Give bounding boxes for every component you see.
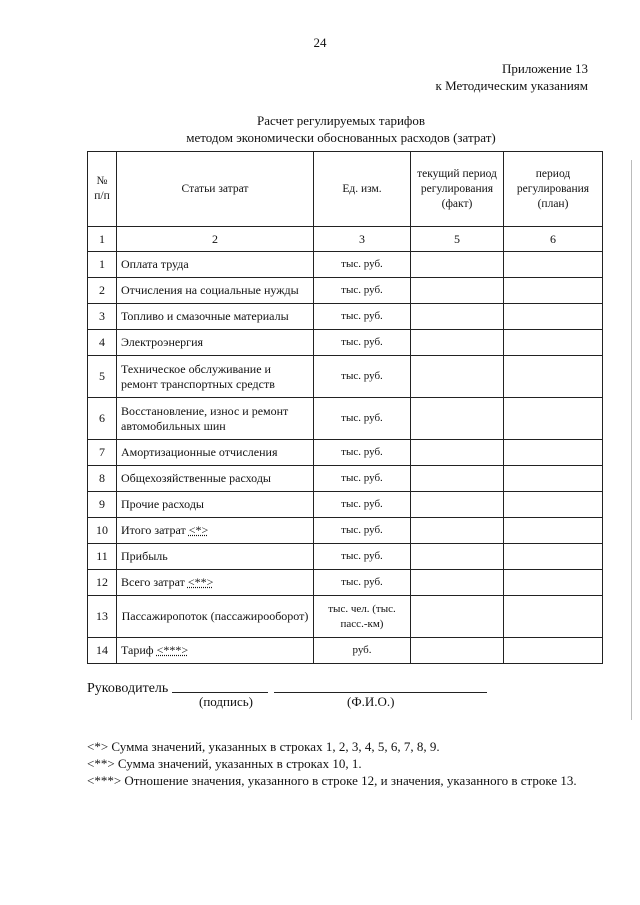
row-number: 7	[88, 440, 117, 466]
cost-item-label: Всего затрат	[121, 575, 185, 589]
header-plan-period: период регулирования (план)	[504, 152, 603, 227]
column-index: 5	[411, 227, 504, 252]
table-row	[88, 596, 603, 638]
plan-value-cell[interactable]	[504, 544, 603, 570]
signature-line[interactable]	[172, 692, 268, 693]
column-index-row	[88, 227, 603, 252]
footnote-1: <*> Сумма значений, указанных в строках 1, 2, 3, 4, 5, 6, 7, 8, 9.	[87, 739, 440, 754]
current-value-cell[interactable]	[411, 544, 504, 570]
unit-cell: тыс. руб.	[314, 440, 411, 466]
plan-value-cell[interactable]	[504, 492, 603, 518]
row-number: 4	[88, 330, 117, 356]
plan-value-cell[interactable]	[504, 278, 603, 304]
cost-item: Отчисления на социальные нужды	[117, 278, 314, 304]
cost-item: Прочие расходы	[117, 492, 314, 518]
unit-cell: тыс. руб.	[314, 278, 411, 304]
unit-cell: тыс. руб.	[314, 466, 411, 492]
footnote-ref: <***>	[156, 643, 189, 657]
plan-value-cell[interactable]	[504, 304, 603, 330]
current-value-cell[interactable]	[411, 304, 504, 330]
footnote-2: <**> Сумма значений, указанных в строках 10, 1.	[87, 756, 362, 771]
current-value-cell[interactable]	[411, 252, 504, 278]
current-value-cell[interactable]	[411, 356, 504, 398]
document-title	[0, 112, 640, 146]
plan-value-cell[interactable]	[504, 638, 603, 664]
row-number: 6	[88, 398, 117, 440]
table-row	[88, 466, 603, 492]
row-number: 9	[88, 492, 117, 518]
appendix-line-1: Приложение 13	[501, 61, 588, 76]
appendix-line-2: к Методическим указаниям	[435, 78, 588, 93]
signature-caption: (подпись)	[199, 694, 253, 709]
signature-label: Руководитель	[87, 681, 169, 696]
table-row	[88, 252, 603, 278]
row-number: 10	[88, 518, 117, 544]
row-number: 1	[88, 252, 117, 278]
current-value-cell[interactable]	[411, 466, 504, 492]
scan-page-edge	[631, 160, 632, 720]
footnote-ref: <**>	[187, 575, 214, 589]
cost-item: Восстановление, износ и ремонт автомобильных шин	[117, 398, 314, 440]
current-value-cell[interactable]	[411, 398, 504, 440]
cost-item: Пассажиропоток (пассажирооборот)	[117, 596, 314, 638]
plan-value-cell[interactable]	[504, 440, 603, 466]
unit-cell: тыс. руб.	[314, 518, 411, 544]
row-number: 13	[88, 596, 117, 638]
column-index: 3	[314, 227, 411, 252]
header-current-period: текущий период регулирования (факт)	[411, 152, 504, 227]
unit-cell: тыс. руб.	[314, 356, 411, 398]
footnote-ref: <*>	[188, 523, 209, 537]
current-value-cell[interactable]	[411, 278, 504, 304]
current-value-cell[interactable]	[411, 492, 504, 518]
current-value-cell[interactable]	[411, 440, 504, 466]
full-name-line[interactable]	[274, 692, 487, 693]
unit-cell: тыс. руб.	[314, 398, 411, 440]
title-line-1: Расчет регулируемых тарифов	[257, 113, 425, 128]
unit-cell: тыс. руб.	[314, 304, 411, 330]
column-index: 6	[504, 227, 603, 252]
appendix-note	[436, 60, 589, 94]
tariff-calculation-table	[87, 151, 603, 664]
footnotes	[87, 738, 577, 789]
plan-value-cell[interactable]	[504, 356, 603, 398]
table-row	[88, 544, 603, 570]
current-value-cell[interactable]	[411, 330, 504, 356]
plan-value-cell[interactable]	[504, 596, 603, 638]
table-row	[88, 398, 603, 440]
row-number: 5	[88, 356, 117, 398]
table-row	[88, 518, 603, 544]
plan-value-cell[interactable]	[504, 252, 603, 278]
cost-item: Оплата труда	[117, 252, 314, 278]
unit-cell: тыс. чел. (тыс. пасс.-км)	[314, 596, 411, 638]
row-number: 8	[88, 466, 117, 492]
row-number: 11	[88, 544, 117, 570]
table-row	[88, 638, 603, 664]
table-row	[88, 356, 603, 398]
plan-value-cell[interactable]	[504, 330, 603, 356]
cost-item: Техническое обслуживание и ремонт транспортных средств	[117, 356, 314, 398]
current-value-cell[interactable]	[411, 570, 504, 596]
cost-item	[117, 570, 314, 596]
cost-item	[117, 638, 314, 664]
cost-item: Амортизационные отчисления	[117, 440, 314, 466]
header-unit: Ед. изм.	[314, 152, 411, 227]
row-number: 14	[88, 638, 117, 664]
table-row	[88, 278, 603, 304]
header-num: № п/п	[88, 152, 117, 227]
table-row	[88, 570, 603, 596]
table-row	[88, 330, 603, 356]
table-row	[88, 492, 603, 518]
plan-value-cell[interactable]	[504, 570, 603, 596]
cost-item-label: Итого затрат	[121, 523, 186, 537]
table-header-row	[88, 152, 603, 227]
plan-value-cell[interactable]	[504, 518, 603, 544]
unit-cell: тыс. руб.	[314, 570, 411, 596]
full-name-caption: (Ф.И.О.)	[347, 694, 395, 709]
footnote-3: <***> Отношение значения, указанного в строке 12, и значения, указанного в строке 13.	[87, 773, 577, 788]
unit-cell: тыс. руб.	[314, 492, 411, 518]
title-line-2: методом экономически обоснованных расходов (затрат)	[186, 130, 496, 145]
current-value-cell[interactable]	[411, 638, 504, 664]
row-number: 3	[88, 304, 117, 330]
cost-item: Электроэнергия	[117, 330, 314, 356]
cost-item: Общехозяйственные расходы	[117, 466, 314, 492]
current-value-cell[interactable]	[411, 596, 504, 638]
unit-cell: руб.	[314, 638, 411, 664]
cost-item: Прибыль	[117, 544, 314, 570]
table-row	[88, 440, 603, 466]
unit-cell: тыс. руб.	[314, 330, 411, 356]
column-index: 1	[88, 227, 117, 252]
unit-cell: тыс. руб.	[314, 544, 411, 570]
header-item: Статьи затрат	[117, 152, 314, 227]
current-value-cell[interactable]	[411, 518, 504, 544]
column-index: 2	[117, 227, 314, 252]
cost-item-label: Тариф	[121, 643, 154, 657]
cost-item	[117, 518, 314, 544]
table-row	[88, 304, 603, 330]
row-number: 2	[88, 278, 117, 304]
plan-value-cell[interactable]	[504, 466, 603, 492]
row-number: 12	[88, 570, 117, 596]
unit-cell: тыс. руб.	[314, 252, 411, 278]
page-number: 24	[313, 35, 327, 50]
cost-item: Топливо и смазочные материалы	[117, 304, 314, 330]
plan-value-cell[interactable]	[504, 398, 603, 440]
